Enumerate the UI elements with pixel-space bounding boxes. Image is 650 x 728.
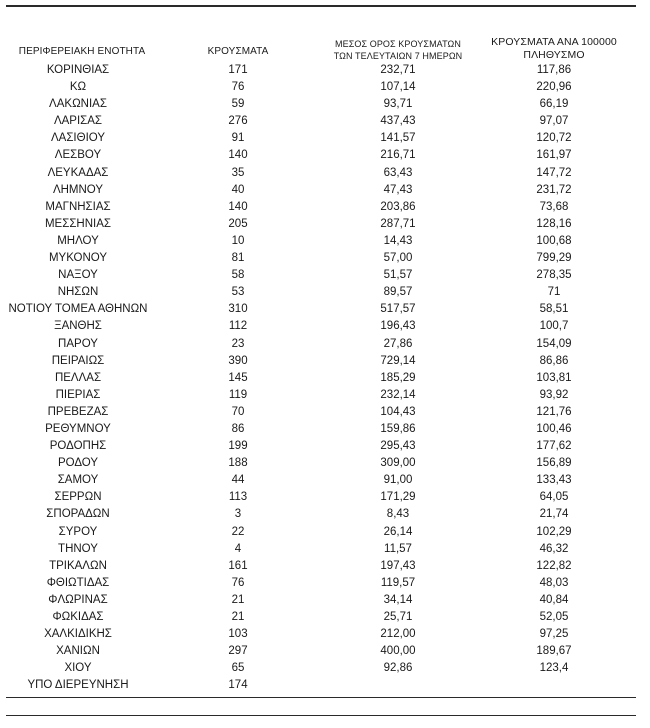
table-row (0, 421, 650, 438)
cell-avg7: 232,71 (380, 64, 416, 76)
cell-region: ΛΑΡΙΣΑΣ (53, 115, 103, 128)
cell-per100k: 103,81 (536, 371, 572, 384)
cell-avg7: 185,29 (380, 371, 416, 384)
header-avg7-line2: ΤΩΝ ΤΕΛΕΥΤΑΙΩΝ 7 ΗΜΕΡΩΝ (333, 51, 463, 61)
table-row (0, 301, 650, 318)
cell-region: ΣΕΡΡΩΝ (54, 491, 102, 504)
cell-per100k: 102,29 (536, 525, 572, 538)
cell-region: ΠΕΙΡΑΙΩΣ (51, 354, 105, 367)
cell-region: ΣΑΜΟΥ (57, 474, 99, 487)
cell-per100k: 46,32 (539, 542, 569, 555)
cell-region: ΠΕΛΛΑΣ (54, 371, 102, 384)
cell-per100k: 128,16 (536, 217, 572, 230)
cell-per100k: 52,05 (539, 611, 569, 623)
cell-per100k: 71 (547, 286, 561, 299)
cell-region: ΛΑΣΙΘΙΟΥ (50, 132, 106, 145)
cell-cases: 53 (231, 286, 245, 299)
cell-region: ΜΕΣΣΗΝΙΑΣ (44, 217, 112, 230)
cell-region: ΦΘΙΩΤΙΔΑΣ (46, 576, 110, 589)
table-row (0, 541, 650, 558)
cell-cases: 23 (231, 337, 245, 350)
table-row (0, 147, 650, 164)
cell-cases: 86 (231, 422, 245, 435)
cell-cases: 103 (228, 628, 248, 641)
cell-cases: 40 (231, 183, 245, 196)
cell-cases: 390 (228, 354, 248, 367)
table-row (0, 165, 650, 182)
cell-avg7: 47,43 (383, 183, 413, 196)
cell-avg7: 729,14 (380, 354, 416, 367)
cell-per100k: 177,62 (536, 440, 572, 453)
cell-cases: 119 (228, 388, 248, 401)
cell-region: ΜΥΚΟΝΟΥ (48, 252, 108, 265)
cell-region: ΚΟΡΙΝΘΙΑΣ (46, 64, 110, 76)
cell-region: ΝΗΣΩΝ (57, 286, 99, 299)
cell-avg7: 27,86 (383, 337, 413, 350)
cell-avg7: 437,43 (380, 115, 416, 128)
cell-per100k: 122,82 (536, 559, 572, 572)
header-region: ΠΕΡΙΦΕΡΕΙΑΚΗ ΕΝΟΤΗΤΑ (18, 46, 146, 57)
cell-cases: 81 (231, 252, 245, 265)
cell-per100k: 73,68 (539, 200, 569, 213)
cell-per100k: 66,19 (539, 98, 569, 111)
cell-avg7: 196,43 (380, 320, 416, 333)
table-row (0, 182, 650, 199)
table-row (0, 267, 650, 284)
table-row (0, 558, 650, 575)
table-row (0, 643, 650, 660)
cell-avg7: 400,00 (380, 645, 416, 658)
cell-avg7: 295,43 (380, 440, 416, 453)
cell-avg7: 107,14 (380, 81, 416, 94)
cell-cases: 4 (234, 542, 242, 555)
table-row (0, 62, 650, 79)
table-body (0, 62, 650, 694)
cell-avg7: 92,86 (383, 662, 413, 675)
cell-avg7: 197,43 (380, 559, 416, 572)
table-row (0, 233, 650, 250)
cell-per100k: 220,96 (536, 81, 572, 94)
table-row (0, 96, 650, 113)
cell-per100k: 97,25 (539, 628, 569, 641)
cell-avg7: 232,14 (380, 388, 416, 401)
cell-per100k: 40,84 (539, 593, 569, 606)
table-row (0, 575, 650, 592)
table-row (0, 370, 650, 387)
cell-region: ΣΥΡΟΥ (58, 525, 98, 538)
table-row (0, 455, 650, 472)
cell-avg7: 11,57 (384, 542, 412, 555)
cell-avg7: 14,43 (383, 234, 413, 247)
cell-region: ΧΙΟΥ (64, 662, 92, 675)
table-row (0, 677, 650, 694)
cell-avg7: 203,86 (380, 200, 416, 213)
table-row (0, 609, 650, 626)
table-row (0, 199, 650, 216)
cell-cases: 35 (231, 166, 245, 179)
table-row (0, 592, 650, 609)
table-row (0, 353, 650, 370)
cell-per100k: 21,74 (539, 508, 569, 521)
cell-per100k: 133,43 (536, 474, 572, 487)
table-row (0, 404, 650, 421)
cell-region: ΦΛΩΡΙΝΑΣ (48, 593, 108, 606)
cell-per100k: 120,72 (536, 132, 572, 145)
cell-avg7: 212,00 (380, 628, 416, 641)
cell-avg7: 216,71 (380, 149, 416, 162)
cell-region: ΧΑΝΙΩΝ (56, 645, 100, 658)
table-row (0, 113, 650, 130)
cell-cases: 44 (231, 474, 245, 487)
cell-per100k: 278,35 (536, 269, 572, 282)
cell-avg7: 309,00 (380, 457, 416, 470)
cell-cases: 276 (228, 115, 248, 128)
cell-cases: 58 (231, 269, 245, 282)
cell-region: ΦΩΚΙΔΑΣ (52, 611, 104, 623)
cell-per100k: 117,86 (536, 64, 572, 76)
cell-region: ΠΑΡΟΥ (58, 337, 98, 350)
cell-avg7: 171,29 (380, 491, 416, 504)
cell-per100k: 231,72 (536, 183, 572, 196)
cell-avg7: 34,14 (383, 593, 413, 606)
cell-region: ΣΠΟΡΑΔΩΝ (46, 508, 110, 521)
cell-region: ΥΠΟ ΔΙΕΡΕΥΝΗΣΗ (27, 679, 129, 692)
cell-avg7: 104,43 (380, 405, 416, 418)
cell-avg7: 517,57 (380, 303, 416, 316)
table-row (0, 472, 650, 489)
cell-per100k: 189,67 (536, 645, 572, 658)
table-row (0, 336, 650, 353)
cell-avg7: 63,43 (383, 166, 413, 179)
cell-per100k: 100,68 (536, 234, 572, 247)
header-avg7-line1: ΜΕΣΟΣ ΟΡΟΣ ΚΡΟΥΣΜΑΤΩΝ (335, 39, 461, 49)
cell-region: ΧΑΛΚΙΔΙΚΗΣ (44, 628, 112, 641)
cell-per100k: 123,4 (539, 662, 569, 675)
cell-avg7: 93,71 (383, 98, 413, 111)
cell-cases: 76 (231, 81, 245, 94)
cell-cases: 10 (231, 234, 245, 247)
table-row (0, 79, 650, 96)
top-rule (6, 5, 636, 7)
cell-per100k: 86,86 (539, 354, 569, 367)
table-row (0, 660, 650, 677)
header-cases: ΚΡΟΥΣΜΑΤΑ (207, 46, 269, 57)
cell-cases: 161 (228, 559, 248, 572)
cell-region: ΠΡΕΒΕΖΑΣ (47, 405, 109, 418)
cell-cases: 21 (231, 611, 245, 623)
table-row (0, 250, 650, 267)
cell-region: ΡΟΔΟΠΗΣ (49, 440, 107, 453)
cell-region: ΡΕΘΥΜΝΟΥ (45, 422, 111, 435)
cell-region: ΛΕΣΒΟΥ (54, 149, 102, 162)
cell-region: ΜΑΓΝΗΣΙΑΣ (45, 200, 111, 213)
cell-cases: 22 (231, 525, 245, 538)
cell-cases: 3 (234, 508, 242, 521)
cell-cases: 140 (228, 200, 248, 213)
cell-avg7: 141,57 (380, 132, 416, 145)
cell-avg7: 159,86 (380, 422, 416, 435)
cell-avg7: 57,00 (383, 252, 413, 265)
cell-region: ΝΟΤΙΟΥ ΤΟΜΕΑ ΑΘΗΝΩΝ (8, 303, 148, 316)
bottom-rule-double (6, 715, 636, 716)
cell-per100k: 97,07 (539, 115, 569, 128)
cell-cases: 310 (228, 303, 248, 316)
table-row (0, 284, 650, 301)
cell-per100k: 161,97 (536, 149, 572, 162)
cell-per100k: 64,05 (539, 491, 569, 504)
cell-region: ΤΡΙΚΑΛΩΝ (49, 559, 107, 572)
cell-per100k: 93,92 (539, 388, 569, 401)
cell-cases: 171 (228, 64, 248, 76)
cell-region: ΛΑΚΩΝΙΑΣ (49, 98, 107, 111)
table-row (0, 387, 650, 404)
cell-region: ΝΑΞΟΥ (58, 269, 98, 282)
cell-per100k: 156,89 (536, 457, 572, 470)
table-row (0, 216, 650, 233)
table-row (0, 524, 650, 541)
cell-avg7: 287,71 (380, 217, 416, 230)
cell-cases: 174 (228, 679, 248, 692)
cell-avg7: 91,00 (383, 474, 413, 487)
cell-cases: 188 (228, 457, 248, 470)
cell-cases: 59 (231, 98, 245, 111)
cell-per100k: 799,29 (536, 252, 572, 265)
cell-cases: 21 (231, 593, 245, 606)
cell-region: ΞΑΝΘΗΣ (54, 320, 102, 333)
cell-per100k: 154,09 (536, 337, 572, 350)
cell-region: ΛΕΥΚΑΔΑΣ (47, 166, 109, 179)
cell-cases: 113 (228, 491, 248, 504)
cell-avg7: 89,57 (383, 286, 413, 299)
cell-per100k: 48,03 (539, 576, 569, 589)
cell-cases: 199 (228, 440, 248, 453)
table-row (0, 438, 650, 455)
table-row (0, 130, 650, 147)
table-row (0, 489, 650, 506)
cell-avg7: 25,71 (383, 611, 413, 623)
bottom-rule (6, 697, 636, 698)
cell-avg7: 119,57 (380, 576, 416, 589)
cell-cases: 145 (228, 371, 248, 384)
cell-per100k: 100,7 (539, 320, 569, 333)
cell-region: ΠΙΕΡΙΑΣ (55, 388, 101, 401)
cell-cases: 76 (231, 576, 245, 589)
cell-cases: 65 (231, 662, 245, 675)
cell-cases: 297 (228, 645, 248, 658)
cell-region: ΡΟΔΟΥ (57, 457, 99, 470)
cell-cases: 112 (228, 320, 248, 333)
cell-cases: 70 (231, 405, 245, 418)
cell-per100k: 147,72 (536, 166, 572, 179)
cell-avg7: 51,57 (383, 269, 413, 282)
cell-per100k: 100,46 (536, 422, 572, 435)
cell-cases: 140 (228, 149, 248, 162)
header-per100k-line2: ΠΛΗΘΥΣΜΟ (523, 49, 585, 61)
cell-region: ΜΗΛΟΥ (57, 234, 99, 247)
cell-region: ΛΗΜΝΟΥ (52, 183, 104, 196)
cell-avg7: 26,14 (383, 525, 413, 538)
cell-avg7: 8,43 (386, 508, 410, 521)
cell-cases: 91 (231, 132, 245, 145)
cell-region: ΚΩ (69, 81, 87, 94)
header-per100k-line1: ΚΡΟΥΣΜΑΤΑ ΑΝΑ 100000 (491, 36, 617, 48)
cell-cases: 205 (228, 217, 248, 230)
table-row (0, 626, 650, 643)
cell-per100k: 58,51 (539, 303, 569, 316)
cell-per100k: 121,76 (536, 405, 572, 418)
cell-region: ΤΗΝΟΥ (58, 542, 98, 555)
table-row (0, 318, 650, 335)
table-row (0, 506, 650, 523)
